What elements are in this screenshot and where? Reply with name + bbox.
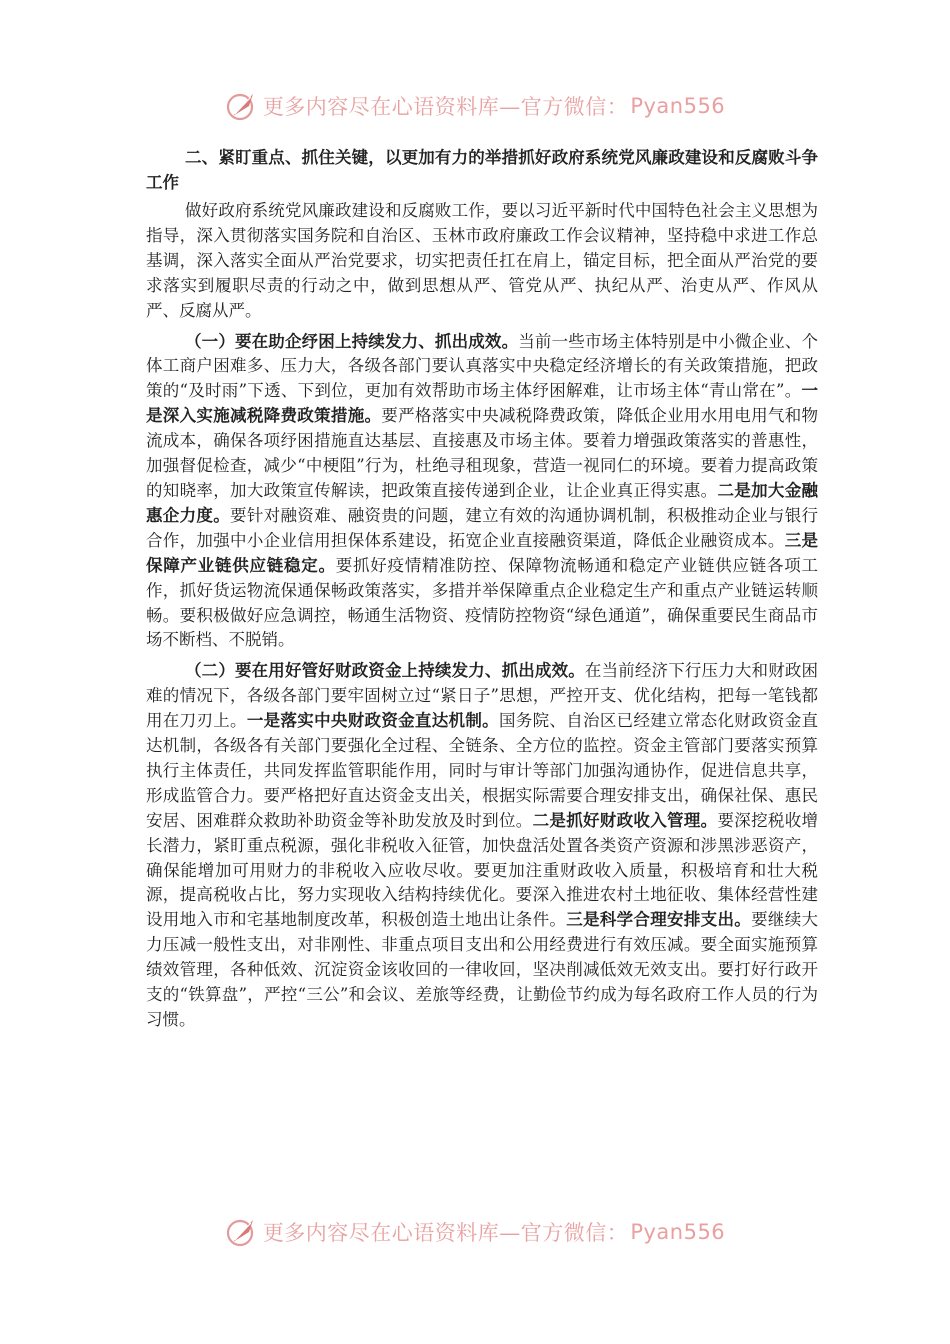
quill-logo-icon [225, 1215, 259, 1249]
part1-text-2: 要严格落实中央减税降费政策，降低企业用水用电用气和物流成本，确保各项纾困措施直达基层、直接惠及市场主体。要着力增强政策落实的普惠性，加强督促检查，减少“中梗阻”行为，杜绝寻租现象，营造一视同仁的环境。要着力提高政策的知晓率，加大政策宣传解读，把政策直接传递到企业，让企业真正得实惠。 [146, 406, 819, 500]
part1-heading: （一）要在助企纾困上持续发力、抓出成效。 [185, 331, 519, 351]
part2-paragraph [146, 659, 818, 1033]
quill-logo-icon [225, 89, 259, 123]
part1-text-3: 要针对融资难、融资贵的问题，建立有效的沟通协调机制，积极推动企业与银行合作，加强中小企业信用担保体系建设，拓宽企业直接融资渠道，降低企业融资成本。 [146, 505, 819, 550]
watermark-header [0, 86, 950, 126]
watermark-text: 更多内容尽在心语资料库—官方微信： [262, 1221, 629, 1245]
watermark-footer [0, 1212, 950, 1252]
part1-point-1: 一是深入实施减税降费政策措施。 [146, 381, 818, 426]
part2-text-3: 要深挖税收增长潜力，紧盯重点税源，强化非税收入征管，加快盘活处置各类资产资源和涉黑涉恶资产，确保能增加可用财力的非税收入应收尽收。要更加注重财政收入质量，积极培育和壮大税源，提高税收占比，努力实现收入结构持续优化。要深入推进农村土地征收、集体经营性建设用地入市和宅基地制度改革，积极创造土地出让条件。 [146, 810, 819, 930]
part1-paragraph [146, 330, 818, 654]
watermark-text: 更多内容尽在心语资料库—官方微信： [262, 95, 629, 119]
part2-point-2: 二是抓好财政收入管理。 [532, 810, 718, 830]
watermark-id: Pyan556 [630, 1220, 726, 1244]
part2-text-2: 国务院、自治区已经建立常态化财政资金直达机制，各级各有关部门要强化全过程、全链条、全方位的监控。资金主管部门要落实预算执行主体责任，共同发挥监管职能作用，同时与审计等部门加强沟通协作，促进信息共享，形成监管合力。要严格把好直达资金支出关，根据实际需要合理安排支出，确保社保、惠民安居、困难群众救助补助资金等补助发放及时到位。 [146, 711, 819, 830]
part2-point-3: 三是科学合理安排支出。 [566, 910, 752, 930]
part2-heading: （二）要在用好管好财政资金上持续发力、抓出成效。 [185, 661, 585, 681]
watermark-id: Pyan556 [630, 94, 726, 118]
section-intro-paragraph: 做好政府系统党风廉政建设和反腐败工作，要以习近平新时代中国特色社会主义思想为指导，深入贯彻落实国务院和自治区、玉林市政府廉政工作会议精神，坚持稳中求进工作总基调，深入落实全面从严治党要求，切实把责任扛在肩上，锚定目标，把全面从严治党的要求落实到履职尽责的行动之中，做到思想从严、管党从严、执纪从严、治吏从严、作风从严、反腐从严。 [146, 201, 818, 320]
part2-text-1: 在当前经济下行压力大和财政困难的情况下，各级各部门要牢固树立过“紧日子”思想，严控开支、优化结构，把每一笔钱都用在刀刃上。 [146, 661, 819, 731]
part1-text-1: 当前一些市场主体特别是中小微企业、个体工商户困难多、压力大，各级各部门要认真落实中央稳定经济增长的有关政策措施，把政策的“及时雨”下透、下到位，更加有效帮助市场主体纾困解难，让市场主体“青山常在”。 [146, 331, 819, 401]
document-body [146, 145, 818, 1039]
part1-point-3: 三是保障产业链供应链稳定。 [146, 530, 819, 575]
part1-point-2: 二是加大金融惠企力度。 [146, 480, 819, 525]
part2-point-1: 一是落实中央财政资金直达机制。 [246, 711, 499, 731]
section-heading: 二、紧盯重点、抓住关键，以更加有力的举措抓好政府系统党风廉政建设和反腐败斗争工作 [146, 148, 818, 192]
part2-text-4: 要继续大力压减一般性支出，对非刚性、非重点项目支出和公用经费进行有效压减。要全面实施预算绩效管理，各种低效、沉淀资金该收回的一律收回，坚决削减低效无效支出。要打好行政开支的“铁算盘”，严控“三公”和会议、差旅等经费，让勤俭节约成为每名政府工作人员的行为习惯。 [146, 910, 819, 1029]
part1-text-4: 要抓好疫情精准防控、保障物流畅通和稳定产业链供应链各项工作，抓好货运物流保通保畅政策落实，多措并举保障重点企业稳定生产和重点产业链运转顺畅。要积极做好应急调控，畅通生活物资、疫情防控物资“绿色通道”，确保重要民生商品市场不断档、不脱销。 [146, 555, 818, 650]
